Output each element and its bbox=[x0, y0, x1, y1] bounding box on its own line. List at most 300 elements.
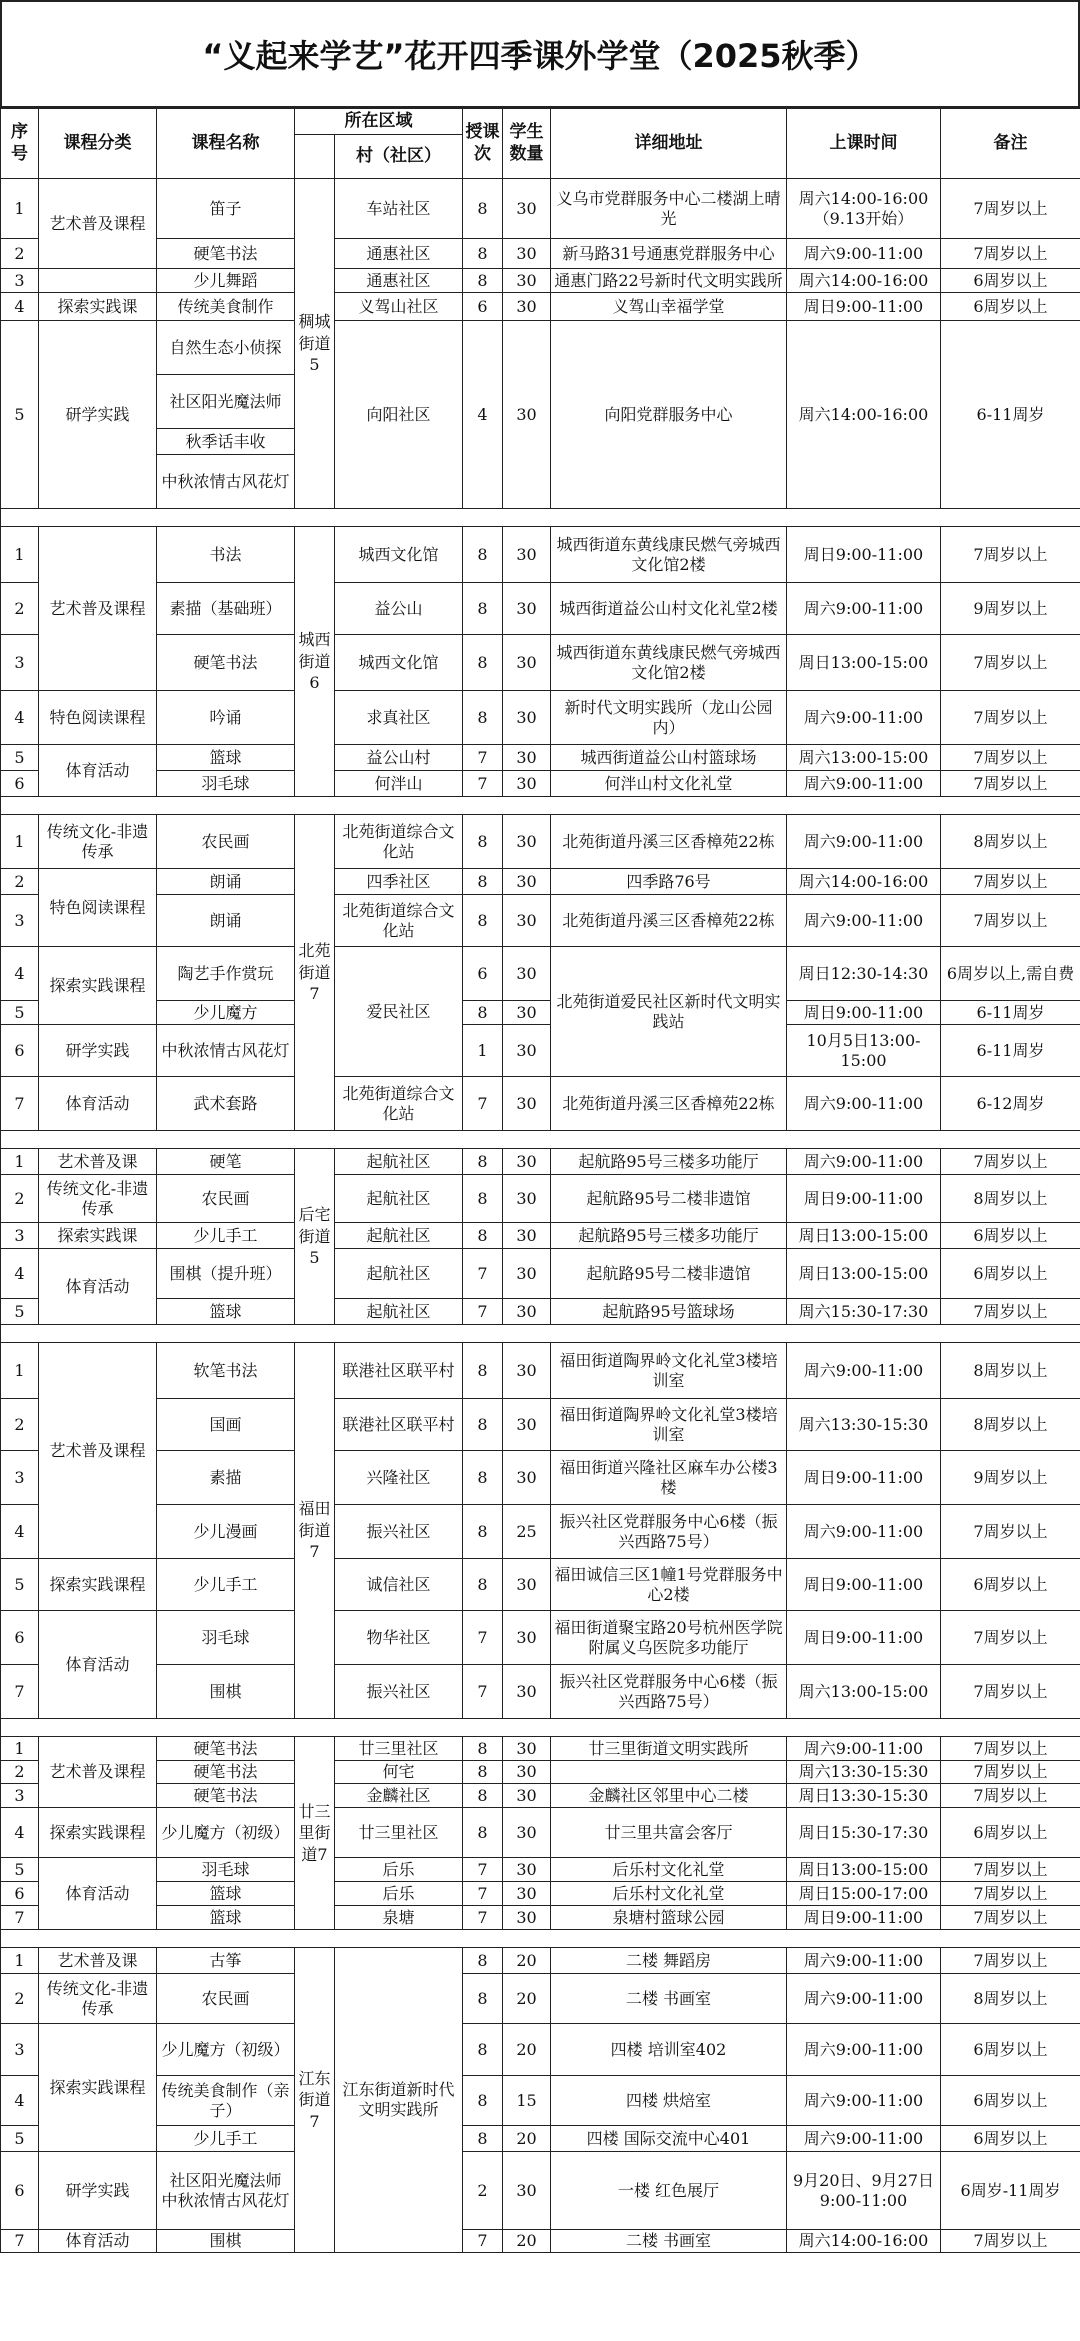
note: 6周岁以上 bbox=[941, 269, 1080, 293]
address: 城西街道东黄线康民燃气旁城西文化馆2楼 bbox=[551, 527, 787, 583]
table-row bbox=[1, 1737, 1080, 1761]
student-count: 30 bbox=[503, 179, 551, 239]
row-index: 3 bbox=[1, 2024, 39, 2076]
address: 义驾山幸福学堂 bbox=[551, 293, 787, 321]
class-time: 周六9:00-11:00 bbox=[787, 1737, 941, 1761]
address: 四楼 烘焙室 bbox=[551, 2076, 787, 2126]
note: 6周岁以上,需自费 bbox=[941, 947, 1080, 1001]
note: 6周岁以上 bbox=[941, 2076, 1080, 2126]
course-category: 探索实践课程 bbox=[39, 1559, 157, 1611]
separator-cell bbox=[1, 509, 1080, 527]
note: 7周岁以上 bbox=[941, 1505, 1080, 1559]
note: 7周岁以上 bbox=[941, 1784, 1080, 1808]
student-count: 30 bbox=[503, 1025, 551, 1077]
course-category: 体育活动 bbox=[39, 745, 157, 797]
table-row bbox=[1, 771, 1080, 797]
course-category: 艺术普及课 bbox=[39, 1948, 157, 1974]
table-row bbox=[1, 239, 1080, 269]
address: 北苑街道丹溪三区香樟苑22栋 bbox=[551, 895, 787, 947]
session-count: 6 bbox=[463, 947, 503, 1001]
course-name: 朗诵 bbox=[157, 869, 295, 895]
student-count: 20 bbox=[503, 2024, 551, 2076]
village-name: 求真社区 bbox=[335, 691, 463, 745]
course-name: 篮球 bbox=[157, 1299, 295, 1325]
session-count: 4 bbox=[463, 321, 503, 509]
session-count: 7 bbox=[463, 1906, 503, 1930]
address: 起航路95号二楼非遗馆 bbox=[551, 1175, 787, 1223]
class-time: 周六9:00-11:00 bbox=[787, 1974, 941, 2024]
course-category bbox=[39, 269, 157, 293]
session-count: 8 bbox=[463, 1737, 503, 1761]
table-row bbox=[1, 1882, 1080, 1906]
class-time: 周六9:00-11:00 bbox=[787, 1149, 941, 1175]
class-time: 周六14:00-16:00 bbox=[787, 2230, 941, 2253]
table-row bbox=[1, 635, 1080, 691]
student-count: 30 bbox=[503, 1223, 551, 1249]
note: 7周岁以上 bbox=[941, 895, 1080, 947]
village-name: 起航社区 bbox=[335, 1175, 463, 1223]
course-name: 农民画 bbox=[157, 815, 295, 869]
row-index: 4 bbox=[1, 1249, 39, 1299]
course-name: 传统美食制作 bbox=[157, 293, 295, 321]
row-index: 2 bbox=[1, 1761, 39, 1784]
village-name: 廿三里社区 bbox=[335, 1808, 463, 1858]
row-index: 4 bbox=[1, 947, 39, 1001]
address: 后乐村文化礼堂 bbox=[551, 1882, 787, 1906]
course-category: 传统文化-非遗传承 bbox=[39, 1175, 157, 1223]
address: 北苑街道丹溪三区香樟苑22栋 bbox=[551, 815, 787, 869]
class-time: 周六9:00-11:00 bbox=[787, 1077, 941, 1131]
note: 6周岁以上 bbox=[941, 1559, 1080, 1611]
class-time: 周日12:30-14:30 bbox=[787, 947, 941, 1001]
address: 振兴社区党群服务中心6楼（振兴西路75号） bbox=[551, 1665, 787, 1719]
course-name: 硬笔 bbox=[157, 1149, 295, 1175]
row-index: 4 bbox=[1, 2076, 39, 2126]
table-row bbox=[1, 1343, 1080, 1399]
table-row bbox=[1, 1001, 1080, 1025]
course-name: 硬笔书法 bbox=[157, 239, 295, 269]
village-name: 后乐 bbox=[335, 1858, 463, 1882]
course-name: 秋季话丰收 bbox=[157, 429, 295, 455]
class-time: 周六9:00-11:00 bbox=[787, 2076, 941, 2126]
note: 6-11周岁 bbox=[941, 321, 1080, 509]
col-region-header: 所在区域 bbox=[295, 109, 463, 135]
address bbox=[551, 1761, 787, 1784]
address: 福田诚信三区1幢1号党群服务中心2楼 bbox=[551, 1559, 787, 1611]
page-title: “义起来学艺”花开四季课外学堂（2025秋季） bbox=[0, 0, 1080, 108]
course-name: 硬笔书法 bbox=[157, 1761, 295, 1784]
table-row bbox=[1, 1451, 1080, 1505]
course-category: 艺术普及课程 bbox=[39, 527, 157, 691]
village-name: 泉塘 bbox=[335, 1906, 463, 1930]
class-time: 周日13:00-15:00 bbox=[787, 1223, 941, 1249]
session-count: 7 bbox=[463, 1611, 503, 1665]
village-name: 诚信社区 bbox=[335, 1559, 463, 1611]
note: 7周岁以上 bbox=[941, 179, 1080, 239]
session-count: 8 bbox=[463, 583, 503, 635]
table-row bbox=[1, 1761, 1080, 1784]
student-count: 30 bbox=[503, 1077, 551, 1131]
course-name: 篮球 bbox=[157, 1882, 295, 1906]
street-name: 城西街道6 bbox=[295, 527, 335, 797]
course-name: 篮球 bbox=[157, 745, 295, 771]
note: 9周岁以上 bbox=[941, 583, 1080, 635]
col-time-header: 上课时间 bbox=[787, 109, 941, 179]
address: 二楼 书画室 bbox=[551, 2230, 787, 2253]
address: 福田街道陶界岭文化礼堂3楼培训室 bbox=[551, 1399, 787, 1451]
session-count: 8 bbox=[463, 895, 503, 947]
class-time: 周六9:00-11:00 bbox=[787, 1505, 941, 1559]
note: 6周岁以上 bbox=[941, 293, 1080, 321]
class-time: 周日15:00-17:00 bbox=[787, 1882, 941, 1906]
note: 6周岁以上 bbox=[941, 1808, 1080, 1858]
section-separator bbox=[1, 1325, 1080, 1343]
student-count: 30 bbox=[503, 895, 551, 947]
course-category: 艺术普及课程 bbox=[39, 1737, 157, 1808]
session-count: 6 bbox=[463, 293, 503, 321]
student-count: 30 bbox=[503, 1882, 551, 1906]
table-row bbox=[1, 1808, 1080, 1858]
street-name: 北苑街道7 bbox=[295, 815, 335, 1131]
address: 振兴社区党群服务中心6楼（振兴西路75号） bbox=[551, 1505, 787, 1559]
class-time: 周日13:30-15:30 bbox=[787, 1784, 941, 1808]
village-name: 爱民社区 bbox=[335, 947, 463, 1077]
session-count: 8 bbox=[463, 527, 503, 583]
table-row bbox=[1, 1858, 1080, 1882]
class-time: 周六13:00-15:00 bbox=[787, 745, 941, 771]
separator-cell bbox=[1, 1719, 1080, 1737]
village-name: 向阳社区 bbox=[335, 321, 463, 509]
course-name: 武术套路 bbox=[157, 1077, 295, 1131]
village-name: 联港社区联平村 bbox=[335, 1343, 463, 1399]
course-name: 中秋浓情古风花灯 bbox=[157, 1025, 295, 1077]
note: 7周岁以上 bbox=[941, 527, 1080, 583]
row-index: 7 bbox=[1, 1077, 39, 1131]
address: 北苑街道丹溪三区香樟苑22栋 bbox=[551, 1077, 787, 1131]
village-name: 城西文化馆 bbox=[335, 635, 463, 691]
village-name: 何宅 bbox=[335, 1761, 463, 1784]
address: 廿三里共富会客厅 bbox=[551, 1808, 787, 1858]
session-count: 8 bbox=[463, 1399, 503, 1451]
address: 城西街道东黄线康民燃气旁城西文化馆2楼 bbox=[551, 635, 787, 691]
village-name: 联港社区联平村 bbox=[335, 1399, 463, 1451]
table-row bbox=[1, 1149, 1080, 1175]
student-count: 20 bbox=[503, 2126, 551, 2152]
course-name: 少儿手工 bbox=[157, 1223, 295, 1249]
row-index: 6 bbox=[1, 1025, 39, 1077]
student-count: 25 bbox=[503, 1505, 551, 1559]
village-name: 城西文化馆 bbox=[335, 527, 463, 583]
student-count: 30 bbox=[503, 1399, 551, 1451]
address: 新马路31号通惠党群服务中心 bbox=[551, 239, 787, 269]
student-count: 30 bbox=[503, 1737, 551, 1761]
note: 6周岁以上 bbox=[941, 2024, 1080, 2076]
course-name: 硬笔书法 bbox=[157, 1784, 295, 1808]
session-count: 7 bbox=[463, 1299, 503, 1325]
row-index: 4 bbox=[1, 691, 39, 745]
student-count: 30 bbox=[503, 1559, 551, 1611]
note: 6-11周岁 bbox=[941, 1001, 1080, 1025]
table-row bbox=[1, 2076, 1080, 2126]
row-index: 4 bbox=[1, 293, 39, 321]
table-row bbox=[1, 745, 1080, 771]
address: 起航路95号三楼多功能厅 bbox=[551, 1149, 787, 1175]
row-index: 5 bbox=[1, 1559, 39, 1611]
address: 北苑街道爱民社区新时代文明实践站 bbox=[551, 947, 787, 1077]
course-name: 素描（基础班） bbox=[157, 583, 295, 635]
village-name: 起航社区 bbox=[335, 1249, 463, 1299]
table-row bbox=[1, 691, 1080, 745]
course-category: 研学实践 bbox=[39, 1025, 157, 1077]
row-index: 6 bbox=[1, 771, 39, 797]
note: 7周岁以上 bbox=[941, 1665, 1080, 1719]
row-index: 7 bbox=[1, 1665, 39, 1719]
student-count: 30 bbox=[503, 1001, 551, 1025]
table-row bbox=[1, 1784, 1080, 1808]
student-count: 30 bbox=[503, 745, 551, 771]
session-count: 2 bbox=[463, 2152, 503, 2230]
note: 7周岁以上 bbox=[941, 1906, 1080, 1930]
course-name: 围棋 bbox=[157, 2230, 295, 2253]
course-category: 体育活动 bbox=[39, 1611, 157, 1719]
note: 7周岁以上 bbox=[941, 1611, 1080, 1665]
student-count: 30 bbox=[503, 1665, 551, 1719]
course-name: 篮球 bbox=[157, 1906, 295, 1930]
address: 起航路95号二楼非遗馆 bbox=[551, 1249, 787, 1299]
note: 7周岁以上 bbox=[941, 745, 1080, 771]
session-count: 8 bbox=[463, 1948, 503, 1974]
student-count: 30 bbox=[503, 815, 551, 869]
row-index: 1 bbox=[1, 1948, 39, 1974]
class-time: 周日9:00-11:00 bbox=[787, 1611, 941, 1665]
table-row bbox=[1, 1559, 1080, 1611]
village-name: 北苑街道综合文化站 bbox=[335, 1077, 463, 1131]
table-row bbox=[1, 1299, 1080, 1325]
street-name: 后宅街道5 bbox=[295, 1149, 335, 1325]
note: 7周岁以上 bbox=[941, 1149, 1080, 1175]
course-category: 探索实践课 bbox=[39, 1223, 157, 1249]
note: 7周岁以上 bbox=[941, 1882, 1080, 1906]
separator-cell bbox=[1, 1930, 1080, 1948]
class-time: 周日9:00-11:00 bbox=[787, 527, 941, 583]
section-separator bbox=[1, 1930, 1080, 1948]
course-name: 古筝 bbox=[157, 1948, 295, 1974]
note: 7周岁以上 bbox=[941, 771, 1080, 797]
col-village-header: 村（社区） bbox=[335, 135, 463, 179]
row-index: 5 bbox=[1, 1858, 39, 1882]
student-count: 30 bbox=[503, 239, 551, 269]
row-index: 2 bbox=[1, 1175, 39, 1223]
table-row bbox=[1, 1505, 1080, 1559]
course-name: 羽毛球 bbox=[157, 771, 295, 797]
village-name: 物华社区 bbox=[335, 1611, 463, 1665]
course-category: 传统文化-非遗传承 bbox=[39, 1974, 157, 2024]
session-count: 8 bbox=[463, 1761, 503, 1784]
session-count: 8 bbox=[463, 1974, 503, 2024]
row-index: 5 bbox=[1, 1299, 39, 1325]
class-time: 周日13:00-15:00 bbox=[787, 1249, 941, 1299]
village-name: 起航社区 bbox=[335, 1223, 463, 1249]
col-course-header: 课程名称 bbox=[157, 109, 295, 179]
street-name: 福田街道7 bbox=[295, 1343, 335, 1719]
class-time: 10月5日13:00-15:00 bbox=[787, 1025, 941, 1077]
table-row bbox=[1, 1175, 1080, 1223]
row-index: 1 bbox=[1, 815, 39, 869]
address: 福田街道陶界岭文化礼堂3楼培训室 bbox=[551, 1343, 787, 1399]
student-count: 30 bbox=[503, 1906, 551, 1930]
table-row bbox=[1, 1906, 1080, 1930]
table-row bbox=[1, 815, 1080, 869]
table-row bbox=[1, 527, 1080, 583]
village-name: 通惠社区 bbox=[335, 269, 463, 293]
student-count: 30 bbox=[503, 771, 551, 797]
table-row bbox=[1, 2126, 1080, 2152]
course-name: 少儿魔方（初级） bbox=[157, 2024, 295, 2076]
row-index: 2 bbox=[1, 239, 39, 269]
section-separator bbox=[1, 509, 1080, 527]
session-count: 7 bbox=[463, 1858, 503, 1882]
row-index: 6 bbox=[1, 2152, 39, 2230]
student-count: 20 bbox=[503, 1974, 551, 2024]
session-count: 7 bbox=[463, 1665, 503, 1719]
col-address-header: 详细地址 bbox=[551, 109, 787, 179]
table-row bbox=[1, 1025, 1080, 1077]
row-index: 1 bbox=[1, 1149, 39, 1175]
address: 四楼 培训室402 bbox=[551, 2024, 787, 2076]
student-count: 30 bbox=[503, 635, 551, 691]
course-name: 少儿舞蹈 bbox=[157, 269, 295, 293]
table-row bbox=[1, 947, 1080, 1001]
row-index: 5 bbox=[1, 1001, 39, 1025]
street-name: 廿三里街道7 bbox=[295, 1737, 335, 1930]
class-time: 周六13:00-15:00 bbox=[787, 1665, 941, 1719]
session-count: 8 bbox=[463, 2076, 503, 2126]
village-name: 振兴社区 bbox=[335, 1665, 463, 1719]
session-count: 8 bbox=[463, 1808, 503, 1858]
session-count: 7 bbox=[463, 1882, 503, 1906]
row-index: 1 bbox=[1, 1343, 39, 1399]
row-index: 2 bbox=[1, 1974, 39, 2024]
session-count: 8 bbox=[463, 2024, 503, 2076]
student-count: 30 bbox=[503, 1299, 551, 1325]
class-time: 周六9:00-11:00 bbox=[787, 2024, 941, 2076]
row-index: 5 bbox=[1, 321, 39, 509]
student-count: 30 bbox=[503, 947, 551, 1001]
session-count: 7 bbox=[463, 1249, 503, 1299]
village-name: 北苑街道综合文化站 bbox=[335, 815, 463, 869]
table-row bbox=[1, 1077, 1080, 1131]
session-count: 8 bbox=[463, 1223, 503, 1249]
student-count: 30 bbox=[503, 1858, 551, 1882]
note: 7周岁以上 bbox=[941, 1761, 1080, 1784]
class-time: 周日13:00-15:00 bbox=[787, 635, 941, 691]
student-count: 15 bbox=[503, 2076, 551, 2126]
note: 7周岁以上 bbox=[941, 2230, 1080, 2253]
course-category: 研学实践 bbox=[39, 321, 157, 509]
class-time: 周六14:00-16:00 bbox=[787, 321, 941, 509]
session-count: 8 bbox=[463, 635, 503, 691]
course-name: 羽毛球 bbox=[157, 1611, 295, 1665]
course-name: 素描 bbox=[157, 1451, 295, 1505]
row-index: 3 bbox=[1, 1223, 39, 1249]
class-time: 周六9:00-11:00 bbox=[787, 2126, 941, 2152]
course-name: 国画 bbox=[157, 1399, 295, 1451]
course-category: 传统文化-非遗传承 bbox=[39, 815, 157, 869]
course-name: 自然生态小侦探 bbox=[157, 321, 295, 375]
table-row bbox=[1, 269, 1080, 293]
village-name: 起航社区 bbox=[335, 1299, 463, 1325]
student-count: 30 bbox=[503, 1175, 551, 1223]
class-time: 周六13:30-15:30 bbox=[787, 1399, 941, 1451]
address: 城西街道益公山村篮球场 bbox=[551, 745, 787, 771]
section-separator bbox=[1, 1131, 1080, 1149]
course-category: 探索实践课程 bbox=[39, 947, 157, 1025]
col-index-header: 序号 bbox=[1, 109, 39, 179]
class-time: 周六14:00-16:00 bbox=[787, 269, 941, 293]
student-count: 30 bbox=[503, 527, 551, 583]
course-category: 研学实践 bbox=[39, 2152, 157, 2230]
course-name: 软笔书法 bbox=[157, 1343, 295, 1399]
address: 向阳党群服务中心 bbox=[551, 321, 787, 509]
course-category: 体育活动 bbox=[39, 1858, 157, 1930]
col-note-header: 备注 bbox=[941, 109, 1080, 179]
table-row bbox=[1, 2230, 1080, 2253]
row-index: 1 bbox=[1, 527, 39, 583]
note: 9周岁以上 bbox=[941, 1451, 1080, 1505]
row-index: 2 bbox=[1, 869, 39, 895]
row-index: 6 bbox=[1, 1611, 39, 1665]
course-category: 体育活动 bbox=[39, 1249, 157, 1325]
note: 8周岁以上 bbox=[941, 1175, 1080, 1223]
course-name: 围棋（提升班） bbox=[157, 1249, 295, 1299]
class-time: 周六13:30-15:30 bbox=[787, 1761, 941, 1784]
note: 7周岁以上 bbox=[941, 869, 1080, 895]
street-name: 江东街道7 bbox=[295, 1948, 335, 2253]
student-count: 30 bbox=[503, 869, 551, 895]
student-count: 30 bbox=[503, 1149, 551, 1175]
row-index: 2 bbox=[1, 583, 39, 635]
separator-cell bbox=[1, 1131, 1080, 1149]
course-category: 探索实践课程 bbox=[39, 1808, 157, 1858]
note: 6-11周岁 bbox=[941, 1025, 1080, 1077]
course-category: 体育活动 bbox=[39, 2230, 157, 2253]
col-street-header bbox=[295, 135, 335, 179]
table-row bbox=[1, 1665, 1080, 1719]
address: 通惠门路22号新时代文明实践所 bbox=[551, 269, 787, 293]
table-row bbox=[1, 293, 1080, 321]
address: 福田街道聚宝路20号杭州医学院附属义乌医院多功能厅 bbox=[551, 1611, 787, 1665]
row-index: 4 bbox=[1, 1808, 39, 1858]
row-index: 7 bbox=[1, 2230, 39, 2253]
course-name: 朗诵 bbox=[157, 895, 295, 947]
address: 福田街道兴隆社区麻车办公楼3楼 bbox=[551, 1451, 787, 1505]
note: 7周岁以上 bbox=[941, 1858, 1080, 1882]
course-name: 羽毛球 bbox=[157, 1858, 295, 1882]
address: 四季路76号 bbox=[551, 869, 787, 895]
row-index: 7 bbox=[1, 1906, 39, 1930]
table-row bbox=[1, 2152, 1080, 2230]
class-time: 周六9:00-11:00 bbox=[787, 1343, 941, 1399]
course-category: 艺术普及课程 bbox=[39, 1343, 157, 1559]
course-name: 少儿手工 bbox=[157, 2126, 295, 2152]
class-time: 9月20日、9月27日 9:00-11:00 bbox=[787, 2152, 941, 2230]
village-name: 何泮山 bbox=[335, 771, 463, 797]
address: 起航路95号篮球场 bbox=[551, 1299, 787, 1325]
class-time: 周六9:00-11:00 bbox=[787, 895, 941, 947]
student-count: 30 bbox=[503, 321, 551, 509]
table-row bbox=[1, 321, 1080, 375]
student-count: 20 bbox=[503, 2230, 551, 2253]
